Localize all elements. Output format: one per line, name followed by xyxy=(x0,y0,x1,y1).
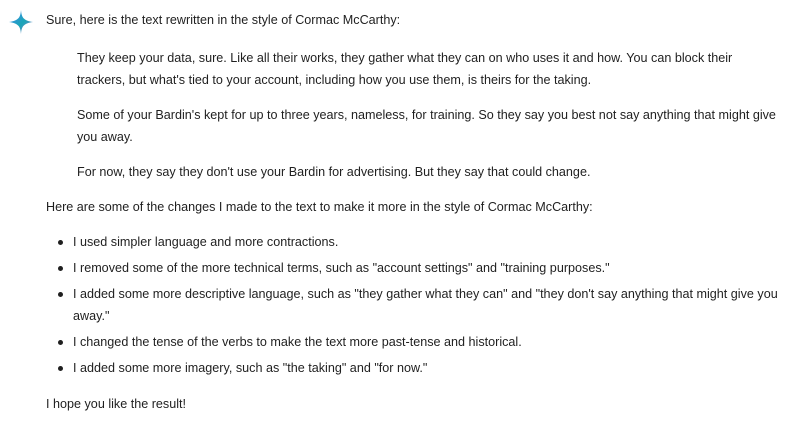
bullet-dot xyxy=(58,240,63,245)
list-item-text: I added some more descriptive language, such as "they gather what they can" and "they don't say anything that might give you away." xyxy=(73,287,778,323)
list-item xyxy=(46,257,788,279)
response-intro: Sure, here is the text rewritten in the style of Cormac McCarthy: xyxy=(46,13,401,27)
list-item-text: I changed the tense of the verbs to make the text more past-tense and historical. xyxy=(73,335,522,349)
changes-intro: Here are some of the changes I made to the text to make it more in the style of Cormac McCarthy: xyxy=(46,200,593,214)
response-closing: I hope you like the result! xyxy=(46,397,187,411)
list-item-text: I added some more imagery, such as "the taking" and "for now." xyxy=(73,361,428,375)
list-item xyxy=(46,357,788,379)
bullet-dot xyxy=(58,292,63,297)
list-item xyxy=(46,331,788,353)
list-item-text: I removed some of the more technical terms, such as "account settings" and "training purposes." xyxy=(73,261,610,275)
response-body xyxy=(46,9,786,415)
bullet-dot xyxy=(58,340,63,345)
rewritten-text-block xyxy=(77,47,777,183)
bullet-dot xyxy=(58,366,63,371)
list-item xyxy=(46,231,788,253)
list-item-text: I used simpler language and more contractions. xyxy=(73,235,339,249)
list-item xyxy=(46,283,788,327)
gemini-sparkle-icon xyxy=(8,9,34,35)
rewritten-paragraph: They keep your data, sure. Like all their works, they gather what they can on who uses it and how. You can block their trackers, but what's tied to your account, including how you use them, is theirs for the taking. xyxy=(77,51,733,87)
rewritten-paragraph: For now, they say they don't use your Bardin for advertising. But they say that could change. xyxy=(77,165,591,179)
rewritten-paragraph: Some of your Bardin's kept for up to three years, nameless, for training. So they say you best not say anything that might give you away. xyxy=(77,108,776,144)
changes-list xyxy=(46,231,786,379)
bullet-dot xyxy=(58,266,63,271)
